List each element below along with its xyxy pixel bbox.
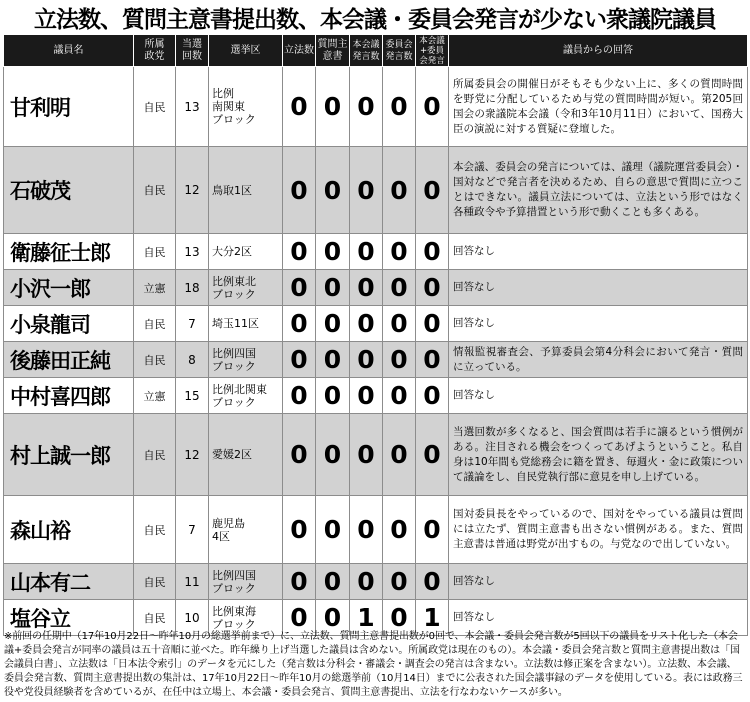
plenary-count: 0 xyxy=(350,306,383,342)
question-count: 0 xyxy=(316,270,350,306)
legislator-name: 村上誠一郎 xyxy=(4,414,134,496)
header-total: 本会議 +委員 会発言 xyxy=(416,35,449,67)
total-speech-count: 0 xyxy=(416,564,449,600)
election-count-cell: 12 xyxy=(176,147,209,234)
legislator-name: 小泉龍司 xyxy=(4,306,134,342)
plenary-count: 0 xyxy=(350,342,383,378)
legislation-count: 0 xyxy=(283,414,316,496)
district-cell: 鳥取1区 xyxy=(209,147,283,234)
header-legislation: 立法数 xyxy=(283,35,316,67)
question-count: 0 xyxy=(316,564,350,600)
committee-count: 0 xyxy=(383,234,416,270)
total-speech-count: 0 xyxy=(416,147,449,234)
legislator-reply: 当選回数が多くなると、国会質問は若手に譲るという慣例がある。注目される機会をつくってあげようということ。私自身は10年間も党総務会に籍を置き、毎週火・金に政策について議論をし、自民党執行部に意見を申し上げている。 xyxy=(449,414,748,496)
plenary-count: 0 xyxy=(350,414,383,496)
header-reply: 議員からの回答 xyxy=(449,35,748,67)
total-speech-count: 0 xyxy=(416,67,449,147)
election-count-cell: 15 xyxy=(176,378,209,414)
party-cell: 立憲 xyxy=(134,270,176,306)
legislator-reply: 回答なし xyxy=(449,564,748,600)
legislation-count: 0 xyxy=(283,600,316,636)
plenary-count: 0 xyxy=(350,564,383,600)
total-speech-count: 0 xyxy=(416,306,449,342)
election-count-cell: 8 xyxy=(176,342,209,378)
legislator-reply: 所属委員会の開催日がそもそも少ない上に、多くの質問時間を野党に分配しているため与党の質問時間が短い。第205回国会の衆議院本会議（令和3年10月11日）において、国務大臣の演説に対する質疑に登壇した。 xyxy=(449,67,748,147)
plenary-count: 0 xyxy=(350,67,383,147)
election-count-cell: 7 xyxy=(176,496,209,564)
table-row xyxy=(4,564,748,600)
legislator-name: 中村喜四郎 xyxy=(4,378,134,414)
legislation-count: 0 xyxy=(283,564,316,600)
legislator-name: 森山裕 xyxy=(4,496,134,564)
legislator-name: 小沢一郎 xyxy=(4,270,134,306)
table-body xyxy=(4,67,748,636)
party-cell: 自民 xyxy=(134,67,176,147)
district-cell: 愛媛2区 xyxy=(209,414,283,496)
total-speech-count: 0 xyxy=(416,234,449,270)
legislator-reply: 国対委員長をやっているので、国対をやっている議員は質問には立たず、質問主意書も出さない慣例がある。また、質問主意書は普通は野党が出すもの。与党なので出していない。 xyxy=(449,496,748,564)
table-row xyxy=(4,147,748,234)
legislator-reply: 回答なし xyxy=(449,306,748,342)
table-row xyxy=(4,414,748,496)
election-count-cell: 11 xyxy=(176,564,209,600)
legislation-count: 0 xyxy=(283,342,316,378)
header-questions: 質問主 意書 xyxy=(316,35,350,67)
plenary-count: 0 xyxy=(350,378,383,414)
party-cell: 立憲 xyxy=(134,378,176,414)
party-cell: 自民 xyxy=(134,414,176,496)
plenary-count: 0 xyxy=(350,270,383,306)
legislator-name: 山本有二 xyxy=(4,564,134,600)
total-speech-count: 0 xyxy=(416,496,449,564)
district-cell: 比例 南関東 ブロック xyxy=(209,67,283,147)
question-count: 0 xyxy=(316,600,350,636)
page-title: 立法数、質問主意書提出数、本会議・委員会発言が少ない衆議院議員 xyxy=(34,6,716,33)
district-cell: 比例東海 ブロック xyxy=(209,600,283,636)
legislator-name: 塩谷立 xyxy=(4,600,134,636)
legislation-count: 0 xyxy=(283,378,316,414)
district-cell: 鹿児島 4区 xyxy=(209,496,283,564)
committee-count: 0 xyxy=(383,564,416,600)
committee-count: 0 xyxy=(383,378,416,414)
party-cell: 自民 xyxy=(134,306,176,342)
legislator-reply: 回答なし xyxy=(449,270,748,306)
legislator-reply: 情報監視審査会、予算委員会第4分科会において発言・質問に立っている。 xyxy=(449,342,748,378)
legislation-count: 0 xyxy=(283,234,316,270)
district-cell: 比例四国 ブロック xyxy=(209,564,283,600)
footnote: ※前回の任期中（17年10月22日～昨年10月の総選挙前まで）に、立法数、質問主意書提出数が0回で、本会議・委員会発言数が5回以下の議員をリスト化した（本会議+委員会発言が同率の議員は五十音順に並べた。昨年繰り上げ当選した議員は含めない。所属政党は現在のもの）。本会議・委員会発言数と質問主意書提出数は「国会議員白書」、立法数は「日本法令索引」のデータを元にした（発言数は分科会・審議会・調査会の発言は含まない。立法数は修正案を含まない）。立法数、本会議、委員会発言数、質問主意書提出数の集計は、17年10月22日～昨年10月の総選挙前（10月14日）までに公表された国会議事録のデータを使用している。表には政務三役や党役員経験者を含めているが、在任中は立場上、本会議・委員会発言、質問主意書提出、立法を行なわないケースが多い。 xyxy=(4,631,743,698)
total-speech-count: 0 xyxy=(416,378,449,414)
election-count-cell: 12 xyxy=(176,414,209,496)
party-cell: 自民 xyxy=(134,147,176,234)
party-cell: 自民 xyxy=(134,496,176,564)
committee-count: 0 xyxy=(383,147,416,234)
plenary-count: 0 xyxy=(350,496,383,564)
total-speech-count: 0 xyxy=(416,270,449,306)
legislator-name: 後藤田正純 xyxy=(4,342,134,378)
total-speech-count: 1 xyxy=(416,600,449,636)
header-name: 議員名 xyxy=(4,35,134,67)
question-count: 0 xyxy=(316,378,350,414)
question-count: 0 xyxy=(316,496,350,564)
district-cell: 比例東北 ブロック xyxy=(209,270,283,306)
legislation-count: 0 xyxy=(283,306,316,342)
legislator-reply: 回答なし xyxy=(449,234,748,270)
district-cell: 埼玉11区 xyxy=(209,306,283,342)
plenary-count: 1 xyxy=(350,600,383,636)
table-row xyxy=(4,270,748,306)
legislation-count: 0 xyxy=(283,147,316,234)
header-plenary: 本会議 発言数 xyxy=(350,35,383,67)
legislator-reply: 本会議、委員会の発言については、議理（議院運営委員会）・国対などで発言者を決めるため、自らの意思で質問に立つことはできない。議員立法については、立法という形ではなく各種政令や予算措置という形で動くことも多くある。 xyxy=(449,147,748,234)
header-district: 選挙区 xyxy=(209,35,283,67)
table-row xyxy=(4,67,748,147)
party-cell: 自民 xyxy=(134,234,176,270)
table-row xyxy=(4,378,748,414)
party-cell: 自民 xyxy=(134,564,176,600)
district-cell: 比例四国 ブロック xyxy=(209,342,283,378)
table-row xyxy=(4,306,748,342)
table-row xyxy=(4,342,748,378)
total-speech-count: 0 xyxy=(416,414,449,496)
party-cell: 自民 xyxy=(134,600,176,636)
legislation-count: 0 xyxy=(283,496,316,564)
committee-count: 0 xyxy=(383,600,416,636)
plenary-count: 0 xyxy=(350,147,383,234)
committee-count: 0 xyxy=(383,414,416,496)
district-cell: 比例北関東 ブロック xyxy=(209,378,283,414)
party-cell: 自民 xyxy=(134,342,176,378)
legislator-reply: 回答なし xyxy=(449,378,748,414)
district-cell: 大分2区 xyxy=(209,234,283,270)
question-count: 0 xyxy=(316,306,350,342)
legislator-name: 衛藤征士郎 xyxy=(4,234,134,270)
question-count: 0 xyxy=(316,147,350,234)
election-count-cell: 13 xyxy=(176,67,209,147)
legislation-count: 0 xyxy=(283,67,316,147)
table-row xyxy=(4,496,748,564)
legislator-reply: 回答なし xyxy=(449,600,748,636)
committee-count: 0 xyxy=(383,306,416,342)
table-row xyxy=(4,234,748,270)
total-speech-count: 0 xyxy=(416,342,449,378)
election-count-cell: 13 xyxy=(176,234,209,270)
legislator-name: 石破茂 xyxy=(4,147,134,234)
header-committee: 委員会 発言数 xyxy=(383,35,416,67)
legislator-name: 甘利明 xyxy=(4,67,134,147)
question-count: 0 xyxy=(316,414,350,496)
committee-count: 0 xyxy=(383,342,416,378)
election-count-cell: 7 xyxy=(176,306,209,342)
question-count: 0 xyxy=(316,342,350,378)
question-count: 0 xyxy=(316,67,350,147)
committee-count: 0 xyxy=(383,270,416,306)
question-count: 0 xyxy=(316,234,350,270)
legislator-table xyxy=(3,34,748,636)
legislation-count: 0 xyxy=(283,270,316,306)
header-row xyxy=(4,35,748,67)
committee-count: 0 xyxy=(383,496,416,564)
header-party: 所属 政党 xyxy=(134,35,176,67)
election-count-cell: 10 xyxy=(176,600,209,636)
header-count: 当選 回数 xyxy=(176,35,209,67)
committee-count: 0 xyxy=(383,67,416,147)
plenary-count: 0 xyxy=(350,234,383,270)
election-count-cell: 18 xyxy=(176,270,209,306)
